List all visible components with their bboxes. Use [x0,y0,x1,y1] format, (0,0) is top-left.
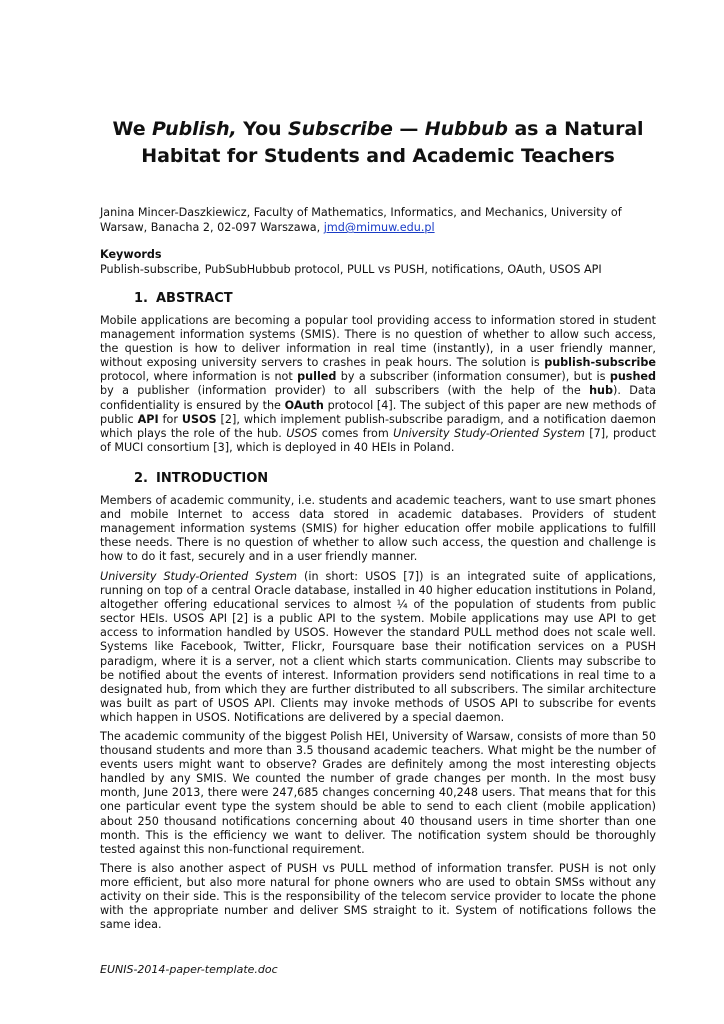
abstract-paragraph [100,314,656,455]
title-hubbub: Hubbub [424,118,508,140]
abstract-text: [2], which implement publish-subscribe paradigm, and a notification daemon which plays the role of the hub. [100,412,656,440]
introduction-title: INTRODUCTION [156,471,269,486]
abstract-title: ABSTRACT [156,291,233,306]
intro-text: (in short: USOS [7]) is an integrated suite of applications, running on top of a central Oracle database, installed in 40 higher education institutions in Poland, altogether offering educational services to almost ¼ of the population of students from public sector HEIs. USOS API [2] is a public API to the system. Mobile applications may use API to get access to information handled by USOS. However the standard PULL method does not scale well. Systems like Facebook, Twitter, Flickr, Foursquare base their notification services on a PUSH paradigm, where it is a server, not a client which starts communication. Clients may subscribe to be notified about the events of interest. Information providers send notifications in real time to a designated hub, from which they are further distributed to all subscribers. The similar architecture was built as part of USOS API. Clients may invoke methods of USOS API to subscribe for events which happen in USOS. Notifications are delivered by a special daemon. [100,570,657,724]
author-affiliation [100,205,656,235]
abstract-bold-term: API [137,412,159,426]
abstract-text: protocol, where information is not [100,370,293,384]
intro-paragraph-1: Members of academic community, i.e. students and academic teachers, want to use smart phones and mobile Internet to access data stored in academic databases. Providers of student management information systems (SMIS) for higher education offer mobile applications to fulfill these needs. There is no question of whether to allow such access, the question and challenge is how to do it fast, securely and in a user friendly manner. [100,494,656,564]
abstract-bold-term: publish-subscribe [544,356,656,370]
title-line2: Habitat for Students and Academic Teachers [141,145,615,167]
title-subscribe: Subscribe [287,118,393,140]
keywords-text: Publish-subscribe, PubSubHubbub protocol, PULL vs PUSH, notifications, OAuth, USOS API [100,263,602,276]
abstract-text: Mobile applications are becoming a popular tool providing access to information stored in student management information systems (SMIS). There is no question of whether to allow such access, the question is how to deliver information in real time (instantly), in a user friendly manner, without exposing university servers to crashes in peak hours. The solution is [100,314,656,370]
abstract-text: [7], product of MUCI consortium [3], which is deployed in 40 HEIs in Poland. [100,426,657,454]
keywords-heading: Keywords [100,248,162,261]
author-email-link[interactable]: jmd@mimuw.edu.pl [323,221,435,234]
intro-paragraph-3: The academic community of the biggest Polish HEI, University of Warsaw, consists of more than 50 thousand students and more than 3.5 thousand academic teachers. What might be the number of events users might want to observe? Grades are definitely among the most interesting objects handled by any SMIS. We counted the number of grade changes per month. In the most busy month, June 2013, there were 247,685 changes concerning 40,248 users. That means that for this one particular event type the system should be able to send to each client (mobile application) about 250 thousand notifications concerning about 40 thousand users in time shorter than one month. This is the efficiency we want to deliver. The notification system should be thoroughly tested against this non-functional requirement. [100,730,656,856]
introduction-number: 2. [134,471,148,486]
abstract-bold-term: USOS [181,412,217,426]
title-line1-tail: as a Natural [514,118,644,140]
abstract-bold-term: OAuth [284,398,324,412]
intro-paragraph-4: There is also another aspect of PUSH vs PULL method of information transfer. PUSH is not only more efficient, but also more natural for phone owners who are used to obtain SMSs without any activity on their side. This is the responsibility of the telecom service provider to locate the phone with the appropriate number and deliver SMS straight to it. System of notifications follows the same idea. [100,862,656,932]
footer-filename: EUNIS-2014-paper-template.doc [100,963,278,976]
intro-paragraph-2 [100,570,656,725]
intro-italic-term: University Study-Oriented System [100,570,297,583]
paper-title [100,116,656,170]
abstract-text: by a subscriber (information consumer), but is [340,370,606,384]
abstract-number: 1. [134,291,148,306]
abstract-text: by a publisher (information provider) to all subscribers (with the help of the [100,384,581,398]
abstract-bold-term: pulled [297,370,337,384]
abstract-text: comes from [321,426,389,440]
title-publish: Publish, [152,118,237,140]
title-dash: — [399,118,419,140]
title-we: We [112,118,146,140]
abstract-text: protocol [4]. The subject of this paper are new methods of public [100,398,656,426]
abstract-text: ). Data confidentiality is ensured by the [100,384,656,412]
abstract-italic-term: University Study-Oriented System [393,426,585,440]
abstract-text: for [162,412,178,426]
introduction-heading [134,470,268,487]
abstract-heading [134,290,233,307]
abstract-bold-term: hub [589,384,613,398]
abstract-bold-term: pushed [609,370,657,384]
abstract-italic-term: USOS [286,426,318,440]
author-text: Janina Mincer-Daszkiewicz, Faculty of Mathematics, Informatics, and Mechanics, University of Warsaw, Banacha 2, 02-097 Warszawa, [100,206,622,234]
title-you: You [243,118,282,140]
